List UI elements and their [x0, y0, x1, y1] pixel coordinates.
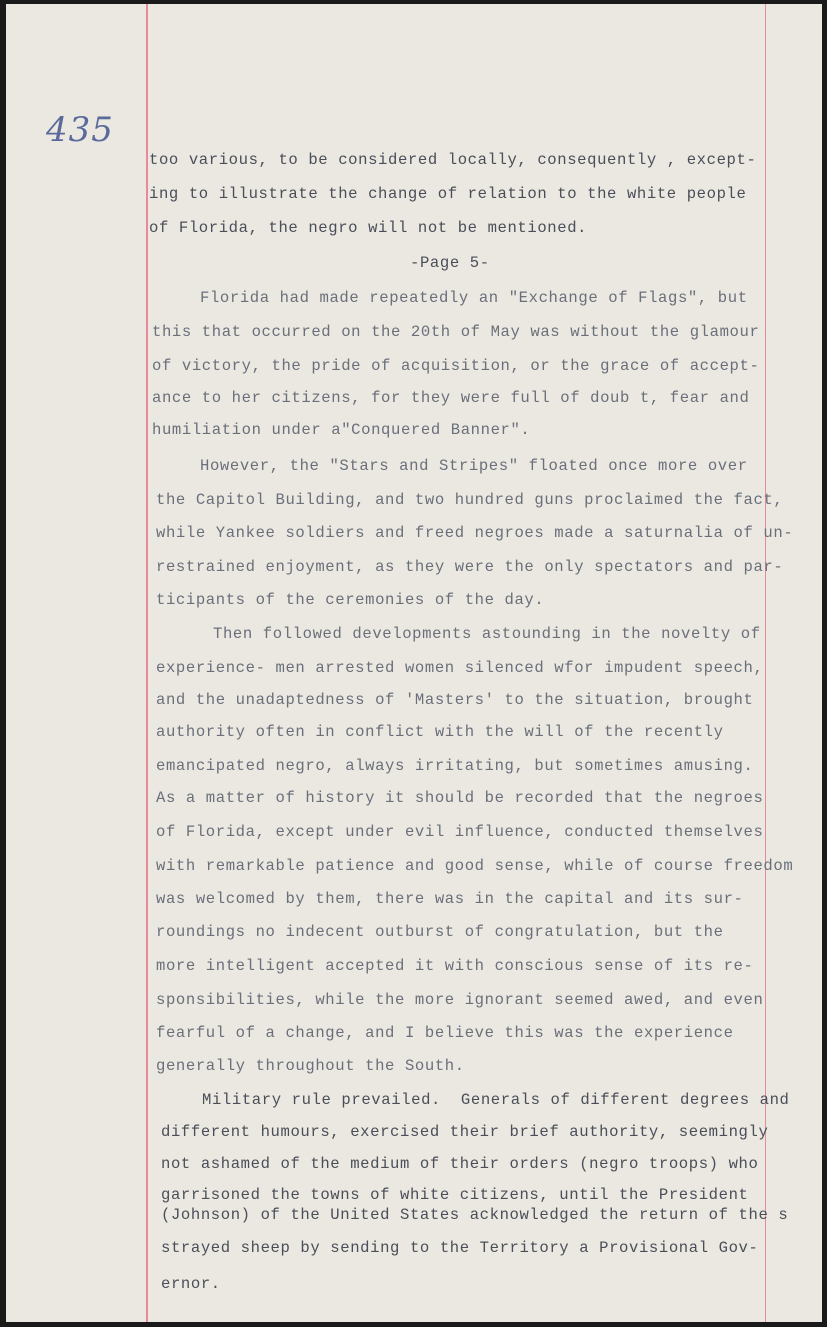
text-line: roundings no indecent outburst of congratulation, but the — [156, 923, 724, 941]
text-line: with remarkable patience and good sense, while of course freedom — [156, 857, 794, 875]
document-page — [6, 4, 822, 1322]
text-line: (Johnson) of the United States acknowledged the return of the s — [161, 1206, 789, 1224]
handwritten-page-number: 435 — [46, 110, 114, 150]
text-line: of Florida, except under evil influence, conducted themselves — [156, 823, 764, 841]
text-line: ticipants of the ceremonies of the day. — [156, 591, 545, 609]
left-margin-rule — [146, 4, 148, 1322]
text-line: humiliation under a"Conquered Banner". — [152, 421, 531, 439]
text-line: However, the "Stars and Stripes" floated once more over — [200, 457, 748, 475]
text-line: authority often in conflict with the will of the recently — [156, 723, 724, 741]
text-line: Then followed developments astounding in the novelty of — [213, 625, 761, 643]
text-line: ernor. — [161, 1275, 221, 1293]
text-line: experience- men arrested women silenced wfor impudent speech, — [156, 659, 764, 677]
text-line: of victory, the pride of acquisition, or the grace of accept- — [152, 357, 760, 375]
text-line: ance to her citizens, for they were full of doub t, fear and — [152, 389, 750, 407]
text-line: Florida had made repeatedly an "Exchange of Flags", but — [200, 289, 748, 307]
text-line: not ashamed of the medium of their orders (negro troops) who — [161, 1155, 759, 1173]
text-line: restrained enjoyment, as they were the only spectators and par- — [156, 558, 784, 576]
text-line: too various, to be considered locally, consequently , except- — [149, 151, 757, 169]
text-line: strayed sheep by sending to the Territory a Provisional Gov- — [161, 1239, 759, 1257]
text-line: garrisoned the towns of white citizens, until the President — [161, 1186, 749, 1204]
text-line: of Florida, the negro will not be mentioned. — [149, 219, 588, 237]
text-line: fearful of a change, and I believe this was the experience — [156, 1024, 734, 1042]
text-line: emancipated negro, always irritating, but sometimes amusing. — [156, 757, 754, 775]
text-line: this that occurred on the 20th of May was without the glamour — [152, 323, 760, 341]
text-line: different humours, exercised their brief authority, seemingly — [161, 1123, 769, 1141]
text-line: while Yankee soldiers and freed negroes made a saturnalia of un- — [156, 524, 794, 542]
page-marker: -Page 5- — [410, 254, 490, 272]
text-line: the Capitol Building, and two hundred guns proclaimed the fact, — [156, 491, 784, 509]
text-line: more intelligent accepted it with conscious sense of its re- — [156, 957, 754, 975]
text-line: ing to illustrate the change of relation to the white people — [149, 185, 747, 203]
text-line: generally throughout the South. — [156, 1057, 465, 1075]
text-line: sponsibilities, while the more ignorant seemed awed, and even — [156, 991, 764, 1009]
text-line: was welcomed by them, there was in the capital and its sur- — [156, 890, 744, 908]
text-line: As a matter of history it should be recorded that the negroes — [156, 789, 764, 807]
text-line: and the unadaptedness of 'Masters' to the situation, brought — [156, 691, 754, 709]
text-line: Military rule prevailed. Generals of different degrees and — [202, 1091, 790, 1109]
